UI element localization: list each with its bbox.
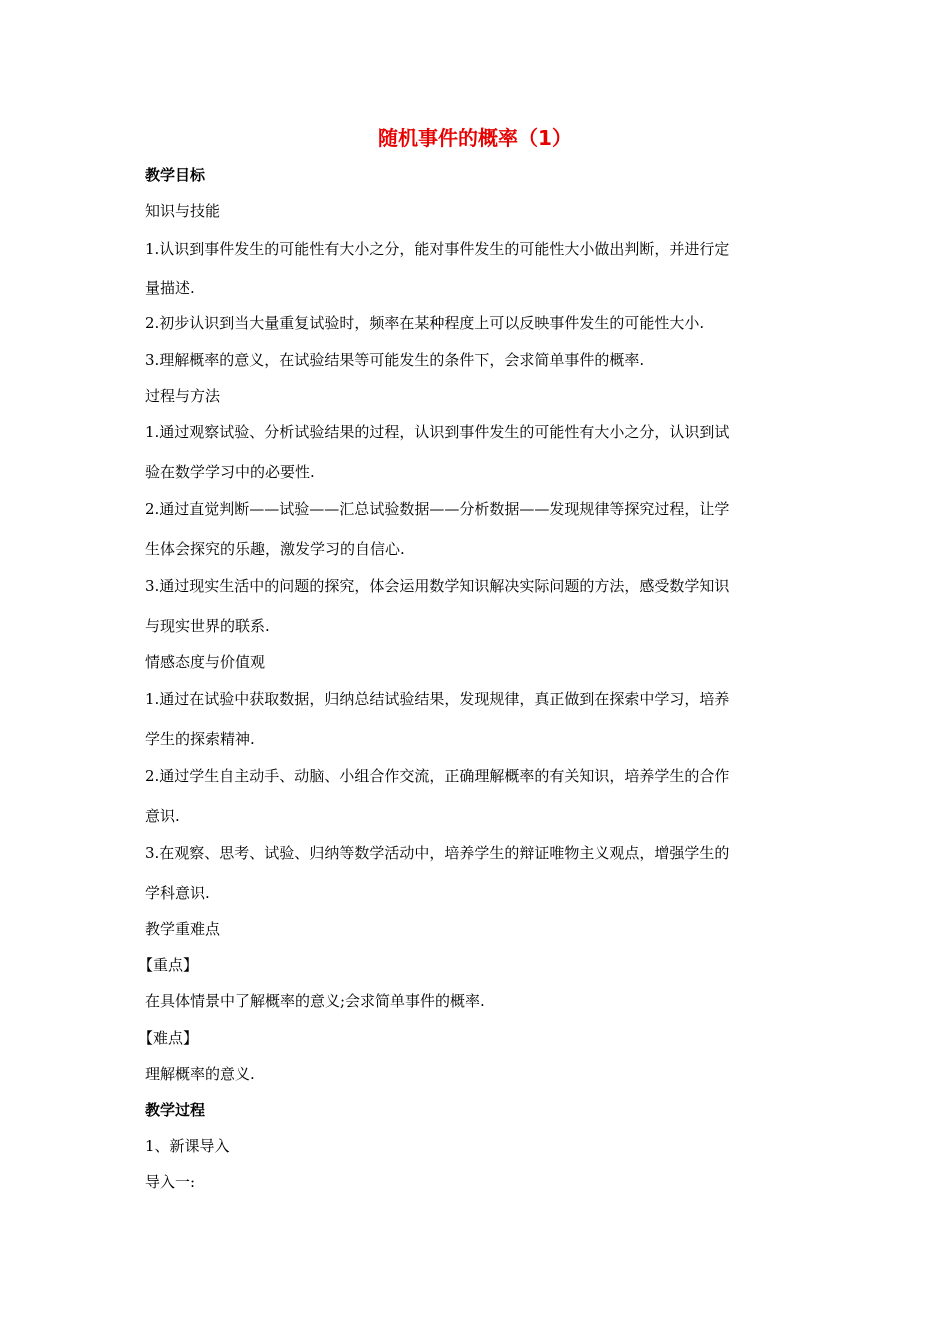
subheading-intro-one: 导入一:	[145, 1173, 196, 1191]
paragraph-line: 意识.	[145, 807, 180, 825]
paragraph-line: 3.理解概率的意义，在试验结果等可能发生的条件下，会求简单事件的概率.	[145, 351, 645, 369]
paragraph-line: 理解概率的意义.	[145, 1065, 255, 1083]
document-title: 随机事件的概率（1）	[378, 126, 572, 150]
paragraph-line: 生体会探究的乐趣，激发学习的自信心.	[145, 540, 405, 558]
paragraph-line: 1.通过在试验中获取数据，归纳总结试验结果，发现规律，真正做到在探索中学习，培养	[145, 690, 730, 708]
heading-teaching-objectives: 教学目标	[145, 166, 206, 184]
paragraph-line: 3.通过现实生活中的问题的探究，体会运用数学知识解决实际问题的方法，感受数学知识	[145, 577, 730, 595]
paragraph-line: 1.通过观察试验、分析试验结果的过程，认识到事件发生的可能性有大小之分，认识到试	[145, 423, 730, 441]
subheading-attitudes-values: 情感态度与价值观	[145, 653, 266, 671]
subheading-new-lesson-intro: 1、新课导入	[145, 1137, 230, 1155]
label-difficult-point: 【难点】	[138, 1029, 199, 1047]
paragraph-line: 3.在观察、思考、试验、归纳等数学活动中，培养学生的辩证唯物主义观点，增强学生的	[145, 844, 730, 862]
paragraph-line: 学生的探索精神.	[145, 730, 255, 748]
label-key-point: 【重点】	[138, 956, 199, 974]
paragraph-line: 2.初步认识到当大量重复试验时，频率在某种程度上可以反映事件发生的可能性大小.	[145, 314, 705, 332]
subheading-key-difficult-points: 教学重难点	[145, 920, 221, 938]
paragraph-line: 2.通过直觉判断——试验——汇总试验数据——分析数据——发现规律等探究过程，让学	[145, 500, 730, 518]
paragraph-line: 学科意识.	[145, 884, 210, 902]
paragraph-line: 1.认识到事件发生的可能性有大小之分，能对事件发生的可能性大小做出判断，并进行定	[145, 240, 730, 258]
heading-teaching-process: 教学过程	[145, 1101, 206, 1119]
subheading-process-methods: 过程与方法	[145, 387, 221, 405]
subheading-knowledge-skills: 知识与技能	[145, 202, 221, 220]
paragraph-line: 2.通过学生自主动手、动脑、小组合作交流，正确理解概率的有关知识，培养学生的合作	[145, 767, 730, 785]
paragraph-line: 在具体情景中了解概率的意义;会求简单事件的概率.	[145, 992, 485, 1010]
paragraph-line: 验在数学学习中的必要性.	[145, 463, 315, 481]
paragraph-line: 量描述.	[145, 279, 195, 297]
paragraph-line: 与现实世界的联系.	[145, 617, 270, 635]
